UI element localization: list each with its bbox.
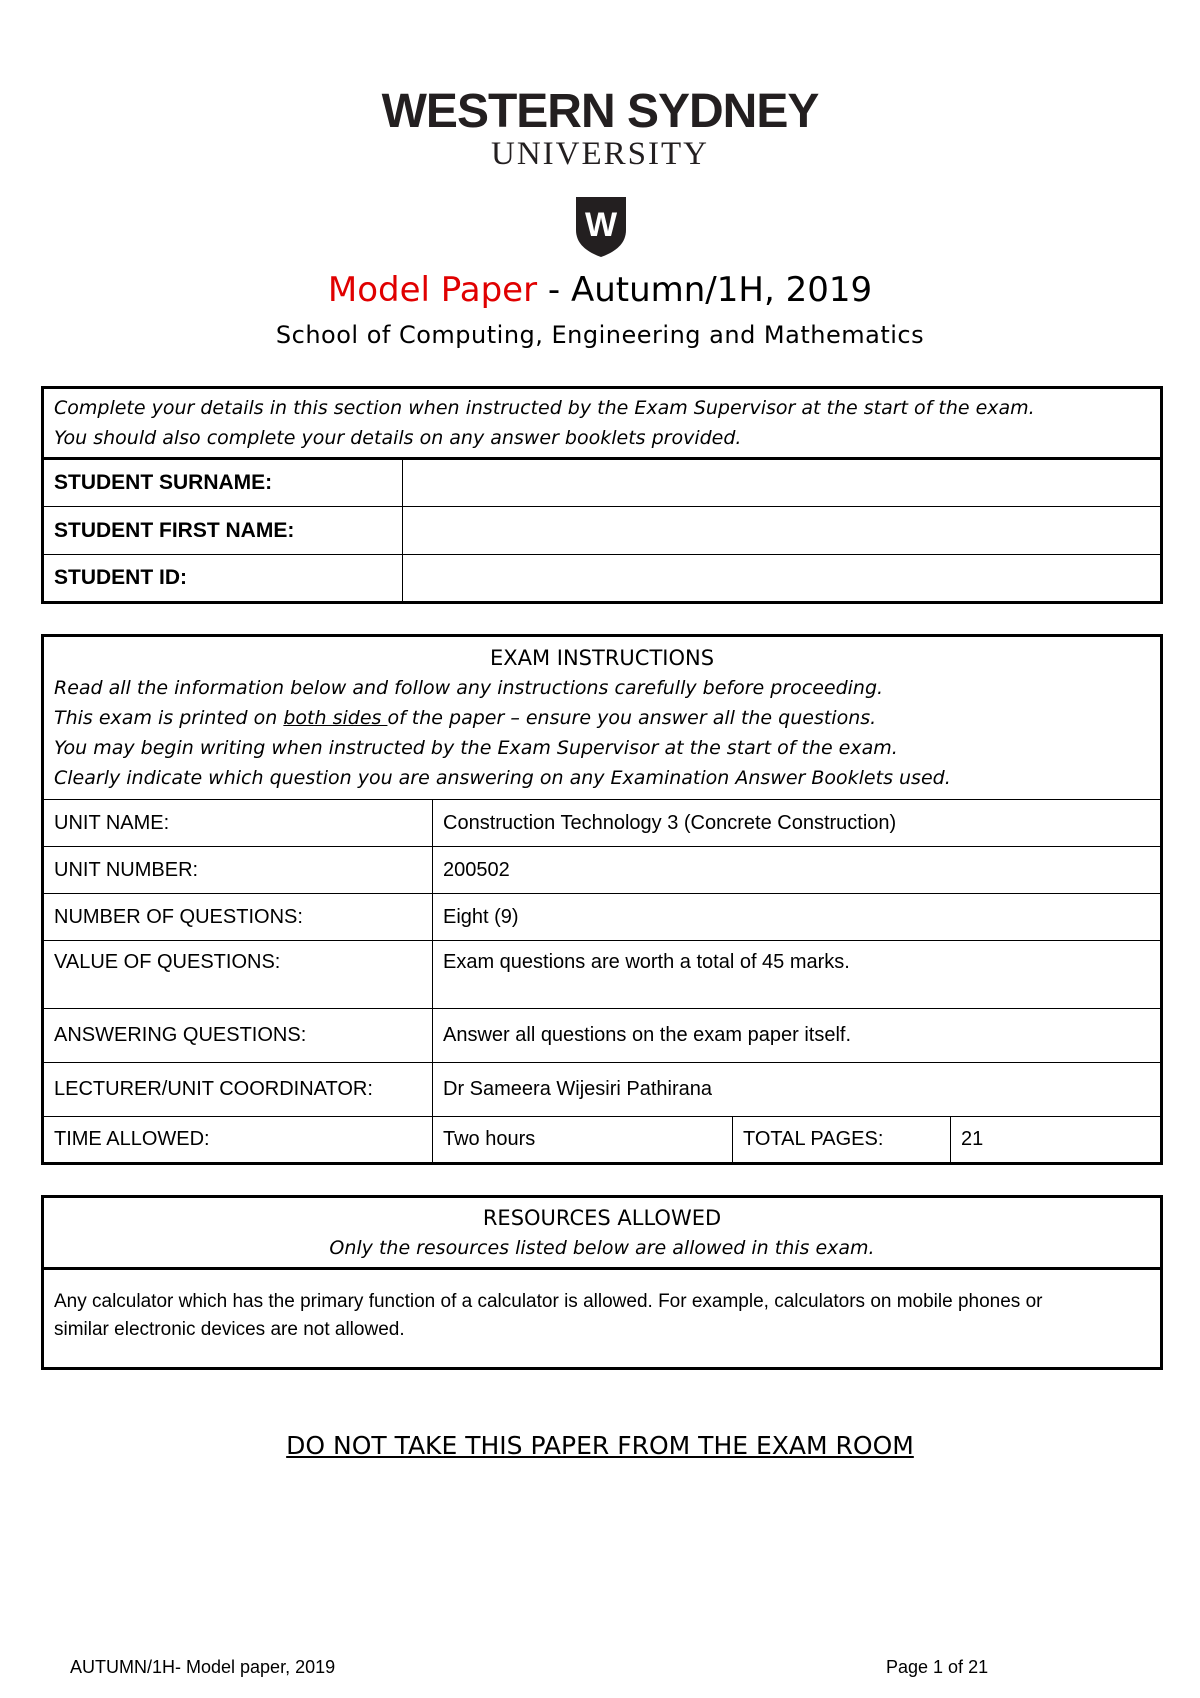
total-pages-label: TOTAL PAGES: (733, 1117, 951, 1162)
exam-room-warning: DO NOT TAKE THIS PAPER FROM THE EXAM ROOM (286, 1431, 914, 1460)
instructions-line2-b: both sides (283, 707, 388, 729)
instructions-heading: EXAM INSTRUCTIONS (489, 646, 715, 670)
student-id-label: STUDENT ID: (43, 555, 403, 603)
paper-title-rest: - Autumn/1H, 2019 (537, 270, 873, 310)
unit-name-label: UNIT NAME: (43, 800, 433, 847)
instructions-line4: Clearly indicate which question you are answering on any Examination Answer Booklets used. (54, 767, 951, 789)
total-pages-value: 21 (961, 1128, 984, 1150)
details-intro (43, 388, 1162, 459)
logo-wordmark-line1: WESTERN SYDNEY (381, 85, 819, 138)
unit-number-label: UNIT NUMBER: (43, 847, 433, 894)
unit-name-value: Construction Technology 3 (Concrete Construction) (433, 800, 1162, 847)
paper-title-highlight: Model Paper (327, 270, 538, 310)
university-shield-icon (575, 196, 627, 258)
unit-number-value: 200502 (433, 847, 1162, 894)
footer-paper-id: AUTUMN/1H- Model paper, 2019 (70, 1657, 336, 1677)
answering-questions-label: ANSWERING QUESTIONS: (43, 1009, 433, 1063)
university-logo (0, 85, 1200, 172)
student-details-table (41, 386, 1163, 604)
school-name: School of Computing, Engineering and Mathematics (275, 321, 925, 349)
shield-letter: W (584, 206, 618, 244)
resources-body-line1: Any calculator which has the primary function of a calculator is allowed. For example, calculators on mobile phones or (54, 1291, 1043, 1312)
number-of-questions-value: Eight (9) (433, 894, 1162, 941)
number-of-questions-label: NUMBER OF QUESTIONS: (43, 894, 433, 941)
lecturer-value: Dr Sameera Wijesiri Pathirana (433, 1063, 1162, 1117)
paper-title (0, 270, 1200, 310)
instructions-line2 (54, 703, 1150, 733)
value-of-questions-value: Exam questions are worth a total of 45 marks. (433, 941, 1162, 1009)
resources-table (41, 1195, 1163, 1370)
instructions-line1: Read all the information below and follow any instructions carefully before proceeding. (54, 677, 884, 699)
surname-field[interactable] (403, 459, 1162, 507)
resources-body-line2: similar electronic devices are not allowed. (54, 1319, 405, 1340)
instructions-line3: You may begin writing when instructed by the Exam Supervisor at the start of the exam. (54, 737, 898, 759)
time-allowed-label: TIME ALLOWED: (43, 1117, 433, 1164)
answering-questions-value: Answer all questions on the exam paper itself. (433, 1009, 1162, 1063)
instructions-line2-a: This exam is printed on (54, 707, 284, 729)
footer-page-number: Page 1 of 21 (886, 1657, 989, 1677)
lecturer-label: LECTURER/UNIT COORDINATOR: (43, 1063, 433, 1117)
instructions-line2-c: of the paper – ensure you answer all the questions. (387, 707, 877, 729)
student-id-field[interactable] (403, 555, 1162, 603)
resources-heading: RESOURCES ALLOWED (482, 1205, 722, 1230)
firstname-label: STUDENT FIRST NAME: (43, 507, 403, 555)
time-allowed-cell (433, 1117, 733, 1164)
logo-wordmark-line2: UNIVERSITY (491, 136, 709, 172)
instructions-block (43, 636, 1162, 800)
resources-subheading: Only the resources listed below are allowed in this exam. (329, 1236, 875, 1259)
value-of-questions-label: VALUE OF QUESTIONS: (43, 941, 433, 1009)
details-intro-line2: You should also complete your details on any answer booklets provided. (54, 427, 742, 449)
time-allowed-value: Two hours (443, 1128, 536, 1150)
firstname-field[interactable] (403, 507, 1162, 555)
total-pages-inner (733, 1117, 1160, 1162)
resources-header (43, 1197, 1162, 1269)
total-pages-cell (733, 1117, 1162, 1164)
resources-body (43, 1269, 1162, 1369)
surname-label: STUDENT SURNAME: (43, 459, 403, 507)
details-intro-line1: Complete your details in this section when instructed by the Exam Supervisor at the start of the exam. (54, 397, 1035, 419)
exam-instructions-table (41, 634, 1163, 1165)
